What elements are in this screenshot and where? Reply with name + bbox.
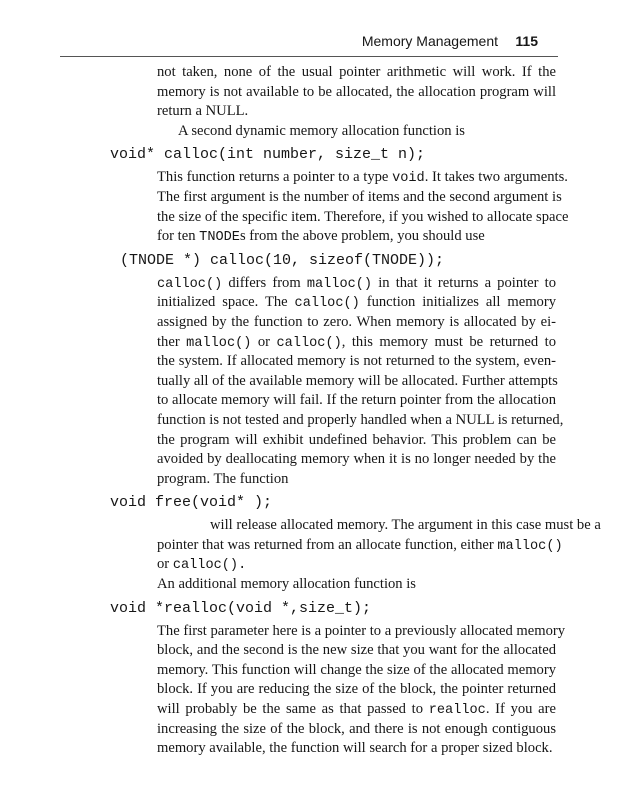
text-run: increasing the size of the block, and there is not enough contiguous	[157, 720, 556, 737]
text-line	[157, 122, 556, 142]
code-listing: void* calloc(int number, size_t n);	[110, 146, 426, 164]
inline-code: malloc()	[497, 538, 563, 554]
text-run: to allocate memory will fail. If the return pointer from the allocation	[157, 392, 556, 409]
text-run: pointer that was returned from an allocate function, either	[157, 536, 498, 553]
text-run: . It takes two arguments.	[424, 169, 568, 186]
text-line	[157, 470, 556, 490]
text-line	[157, 391, 556, 411]
text-run: block. If you are reducing the size of the block, the pointer returned	[157, 681, 556, 698]
text-line	[157, 63, 556, 83]
inline-code: malloc()	[306, 276, 373, 292]
text-run: An additional memory allocation function is	[157, 576, 416, 593]
text-run: not taken, none of the usual pointer arithmetic will work. If the	[157, 64, 556, 80]
header-rule	[60, 56, 558, 57]
code-listing: void free(void* );	[110, 494, 273, 512]
text-line	[157, 313, 556, 333]
text-line	[157, 372, 556, 392]
text-line	[157, 168, 568, 188]
text-line	[157, 555, 556, 575]
text-line	[157, 352, 556, 372]
text-run: will release allocated memory. The argument in this case must be a	[210, 517, 601, 534]
text-line	[157, 622, 566, 642]
paragraph	[157, 516, 601, 575]
text-run: return a NULL.	[157, 103, 249, 120]
text-run: block, and the second is the new size that you want for the allocated	[157, 642, 556, 659]
text-line	[157, 102, 556, 122]
paragraph	[157, 575, 556, 595]
text-line	[157, 536, 563, 556]
section-title: Memory Management	[361, 33, 498, 49]
text-run: , this memory must be returned to	[341, 333, 556, 350]
text-line	[157, 227, 556, 247]
code-listing: void *realloc(void *,size_t);	[110, 599, 372, 617]
text-line	[157, 575, 556, 595]
running-header	[60, 33, 538, 53]
text-run: s from the above problem, you should use	[239, 228, 485, 245]
text-run: A second dynamic memory allocation function is	[178, 122, 465, 139]
text-run: differs from	[222, 274, 307, 291]
text-line	[157, 431, 556, 451]
paragraph	[157, 622, 566, 759]
text-run: the program will exhibit undefined behavior. This problem can be	[157, 431, 556, 448]
text-line	[157, 680, 556, 700]
inline-code: malloc()	[186, 335, 252, 351]
text-run: This function returns a pointer to a type	[157, 169, 393, 186]
text-line	[157, 661, 556, 681]
inline-code: TNODE	[199, 230, 240, 246]
text-run: memory. This function will change the size of the allocated memory	[157, 661, 556, 678]
text-run: memory available, the function will search for a proper sized block.	[157, 740, 553, 757]
text-line	[157, 274, 556, 294]
text-run: The first argument is the number of items and the second argument is	[157, 188, 562, 205]
text-run: the size of the specific item. Therefore, if you wished to allocate space	[157, 208, 569, 225]
inline-code: calloc()	[157, 276, 223, 292]
text-run: or	[157, 556, 173, 573]
text-line	[157, 411, 564, 431]
text-line	[157, 83, 556, 103]
inline-code: void	[392, 171, 425, 187]
text-line	[157, 641, 556, 661]
text-run: The first parameter here is a pointer to a previously allocated memory	[157, 622, 566, 639]
text-run: avoided by deallocating memory when it is no longer needed by the	[157, 451, 556, 468]
inline-code: calloc()	[276, 335, 342, 351]
text-line	[157, 188, 562, 208]
text-line	[157, 208, 569, 228]
text-run: in that it returns a pointer to	[372, 274, 556, 291]
paragraph	[157, 63, 556, 122]
text-run: . If you are	[485, 701, 556, 718]
text-run: function initializes all memory	[359, 294, 557, 311]
page-number: 115	[515, 33, 538, 49]
text-run: for ten	[157, 228, 200, 245]
text-run: tually all of the available memory will be allocated. Further attempts	[157, 372, 558, 389]
paragraph	[157, 168, 569, 246]
text-line	[157, 700, 556, 720]
code-listing: (TNODE *) calloc(10, sizeof(TNODE));	[120, 251, 445, 269]
text-run: function is not tested and properly handled when a NULL is returned,	[157, 411, 564, 428]
text-run: assigned by the function to zero. When memory is allocated by ei-	[157, 313, 556, 330]
text-run: program. The function	[157, 470, 289, 487]
paragraph	[157, 274, 564, 490]
text-line	[157, 720, 556, 740]
paragraph	[157, 122, 556, 142]
text-line	[157, 516, 601, 536]
text-run: or	[251, 333, 277, 350]
inline-code: calloc().	[172, 558, 247, 574]
text-run: the system. If allocated memory is not returned to the system, even-	[157, 353, 556, 370]
text-run: initialized space. The	[157, 294, 295, 311]
text-line	[157, 333, 556, 353]
inline-code: calloc()	[294, 296, 360, 312]
text-run: will probably be the same as that passed to	[157, 701, 429, 718]
text-line	[157, 293, 556, 313]
text-line	[157, 450, 556, 470]
text-run: ther	[157, 333, 187, 350]
page-body	[0, 63, 620, 759]
text-run: memory is not available to be allocated, the allocation program will	[157, 83, 556, 100]
text-line	[157, 739, 556, 759]
inline-code: realloc	[428, 703, 486, 719]
